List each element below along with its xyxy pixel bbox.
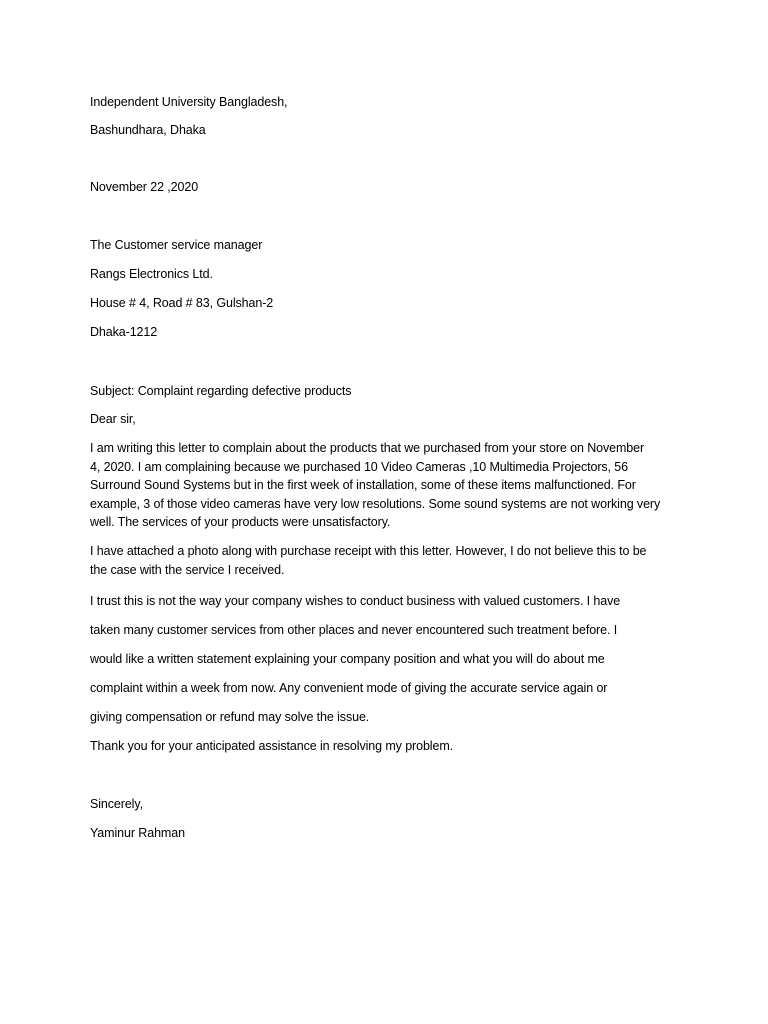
subject-line: Subject: Complaint regarding defective products <box>90 384 352 398</box>
signature-name: Yaminur Rahman <box>90 826 185 840</box>
recipient-line-3: House # 4, Road # 83, Gulshan-2 <box>90 296 274 310</box>
salutation: Dear sir, <box>90 412 136 426</box>
body-paragraph-3 <box>90 587 678 732</box>
recipient-line-2: Rangs Electronics Ltd. <box>90 267 213 281</box>
body-paragraph-3-line: complaint within a week from now. Any convenient mode of giving the accurate service again or <box>90 681 608 695</box>
body-paragraph-2-line: the case with the service I received. <box>90 562 285 577</box>
body-paragraph-3-line: I trust this is not the way your company wishes to conduct business with valued customers. I have <box>90 594 621 608</box>
body-paragraph-2-line: I have attached a photo along with purchase receipt with this letter. However, I do not believe this to be <box>90 544 647 558</box>
body-paragraph-1-line: Surround Sound Systems but in the first week of installation, some of these items malfunctioned. For <box>90 478 636 492</box>
closing: Sincerely, <box>90 797 143 811</box>
body-paragraph-3-line: would like a written statement explaining your company position and what you will do about me <box>90 652 605 666</box>
recipient-line-1: The Customer service manager <box>90 238 263 252</box>
body-paragraph-1 <box>90 439 678 532</box>
body-paragraph-1-line: well. The services of your products were unsatisfactory. <box>90 515 391 529</box>
body-paragraph-1-line: 4, 2020. I am complaining because we purchased 10 Video Cameras ,10 Multimedia Projectors, 56 <box>90 459 628 474</box>
recipient-line-4: Dhaka-1212 <box>90 325 158 339</box>
letter-date: November 22 ,2020 <box>90 180 199 194</box>
body-paragraph-1-line: I am writing this letter to complain about the products that we purchased from your store on November <box>90 441 645 455</box>
sender-line-1: Independent University Bangladesh, <box>90 95 288 109</box>
body-paragraph-1-line: example, 3 of those video cameras have very low resolutions. Some sound systems are not working very <box>90 496 661 511</box>
body-paragraph-2 <box>90 542 678 579</box>
body-paragraph-4: Thank you for your anticipated assistance in resolving my problem. <box>90 739 454 753</box>
body-paragraph-3-line: giving compensation or refund may solve the issue. <box>90 710 370 724</box>
body-paragraph-3-line: taken many customer services from other places and never encountered such treatment before. I <box>90 623 618 637</box>
sender-line-2: Bashundhara, Dhaka <box>90 123 206 137</box>
